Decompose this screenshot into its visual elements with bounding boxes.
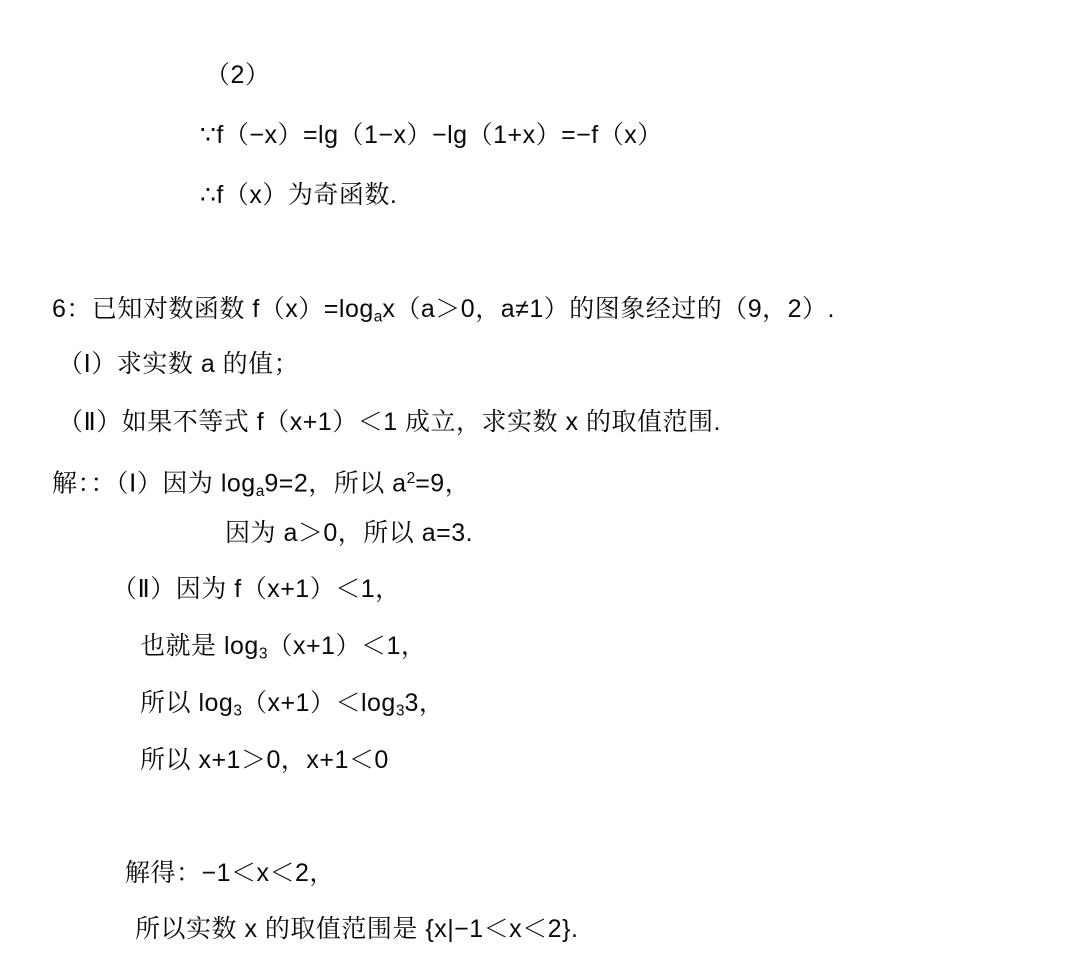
solution-line-1-sup: 2 [406,470,416,487]
solution-line-5-sub-1: 3 [233,702,242,720]
problem-stem-base: a [373,308,383,326]
problem-stem-prefix: 6：已知对数函数 f（x）=log [52,295,374,323]
solution-line-4-sub: 3 [258,645,268,663]
solution-line-5 [140,688,444,726]
solution-line-1-prefix: 解：：（Ⅰ）因为 log [52,469,256,498]
solution-line-4-prefix: 也就是 log [140,632,259,660]
previous-line-2: ∴f（x）为奇函数. [200,181,398,209]
problem-stem-rest: x（a＞0，a≠1）的图象经过的（9，2）. [382,295,835,323]
solution-line-1-sub: a [255,482,265,500]
solution-line-1 [52,464,470,507]
solution-line-1-end: =9， [415,469,471,498]
solution-line-4 [140,631,426,669]
solution-line-5-mid: （x+1）＜log [241,689,396,717]
solution-line-3: （Ⅱ）因为 f（x+1）＜1， [112,575,401,603]
sub-question-2: （Ⅱ）如果不等式 f（x+1）＜1 成立，求实数 x 的取值范围. [58,408,721,436]
solution-line-1-mid: 9=2，所以 a [264,469,407,498]
solution-line-4-post: （x+1）＜1， [267,632,427,660]
solution-line-5-post: 3， [404,689,445,717]
solution-line-5-prefix: 所以 log [140,689,234,717]
solution-line-8: 所以实数 x 的取值范围是 {x|−1＜x＜2}. [135,915,579,943]
sub-question-1: （Ⅰ）求实数 a 的值； [58,350,300,378]
solution-line-5-sub-2: 3 [395,702,405,720]
solution-line-7: 解得：−1＜x＜2， [125,859,335,887]
solution-line-2: 因为 a＞0，所以 a=3. [225,519,474,547]
previous-line-1: ∵f（−x）=lg（1−x）−lg（1+x）=−f（x） [200,121,663,149]
problem-stem [52,294,835,332]
solution-line-6: 所以 x+1＞0，x+1＜0 [140,746,389,774]
previous-part-label: （2） [205,61,271,89]
